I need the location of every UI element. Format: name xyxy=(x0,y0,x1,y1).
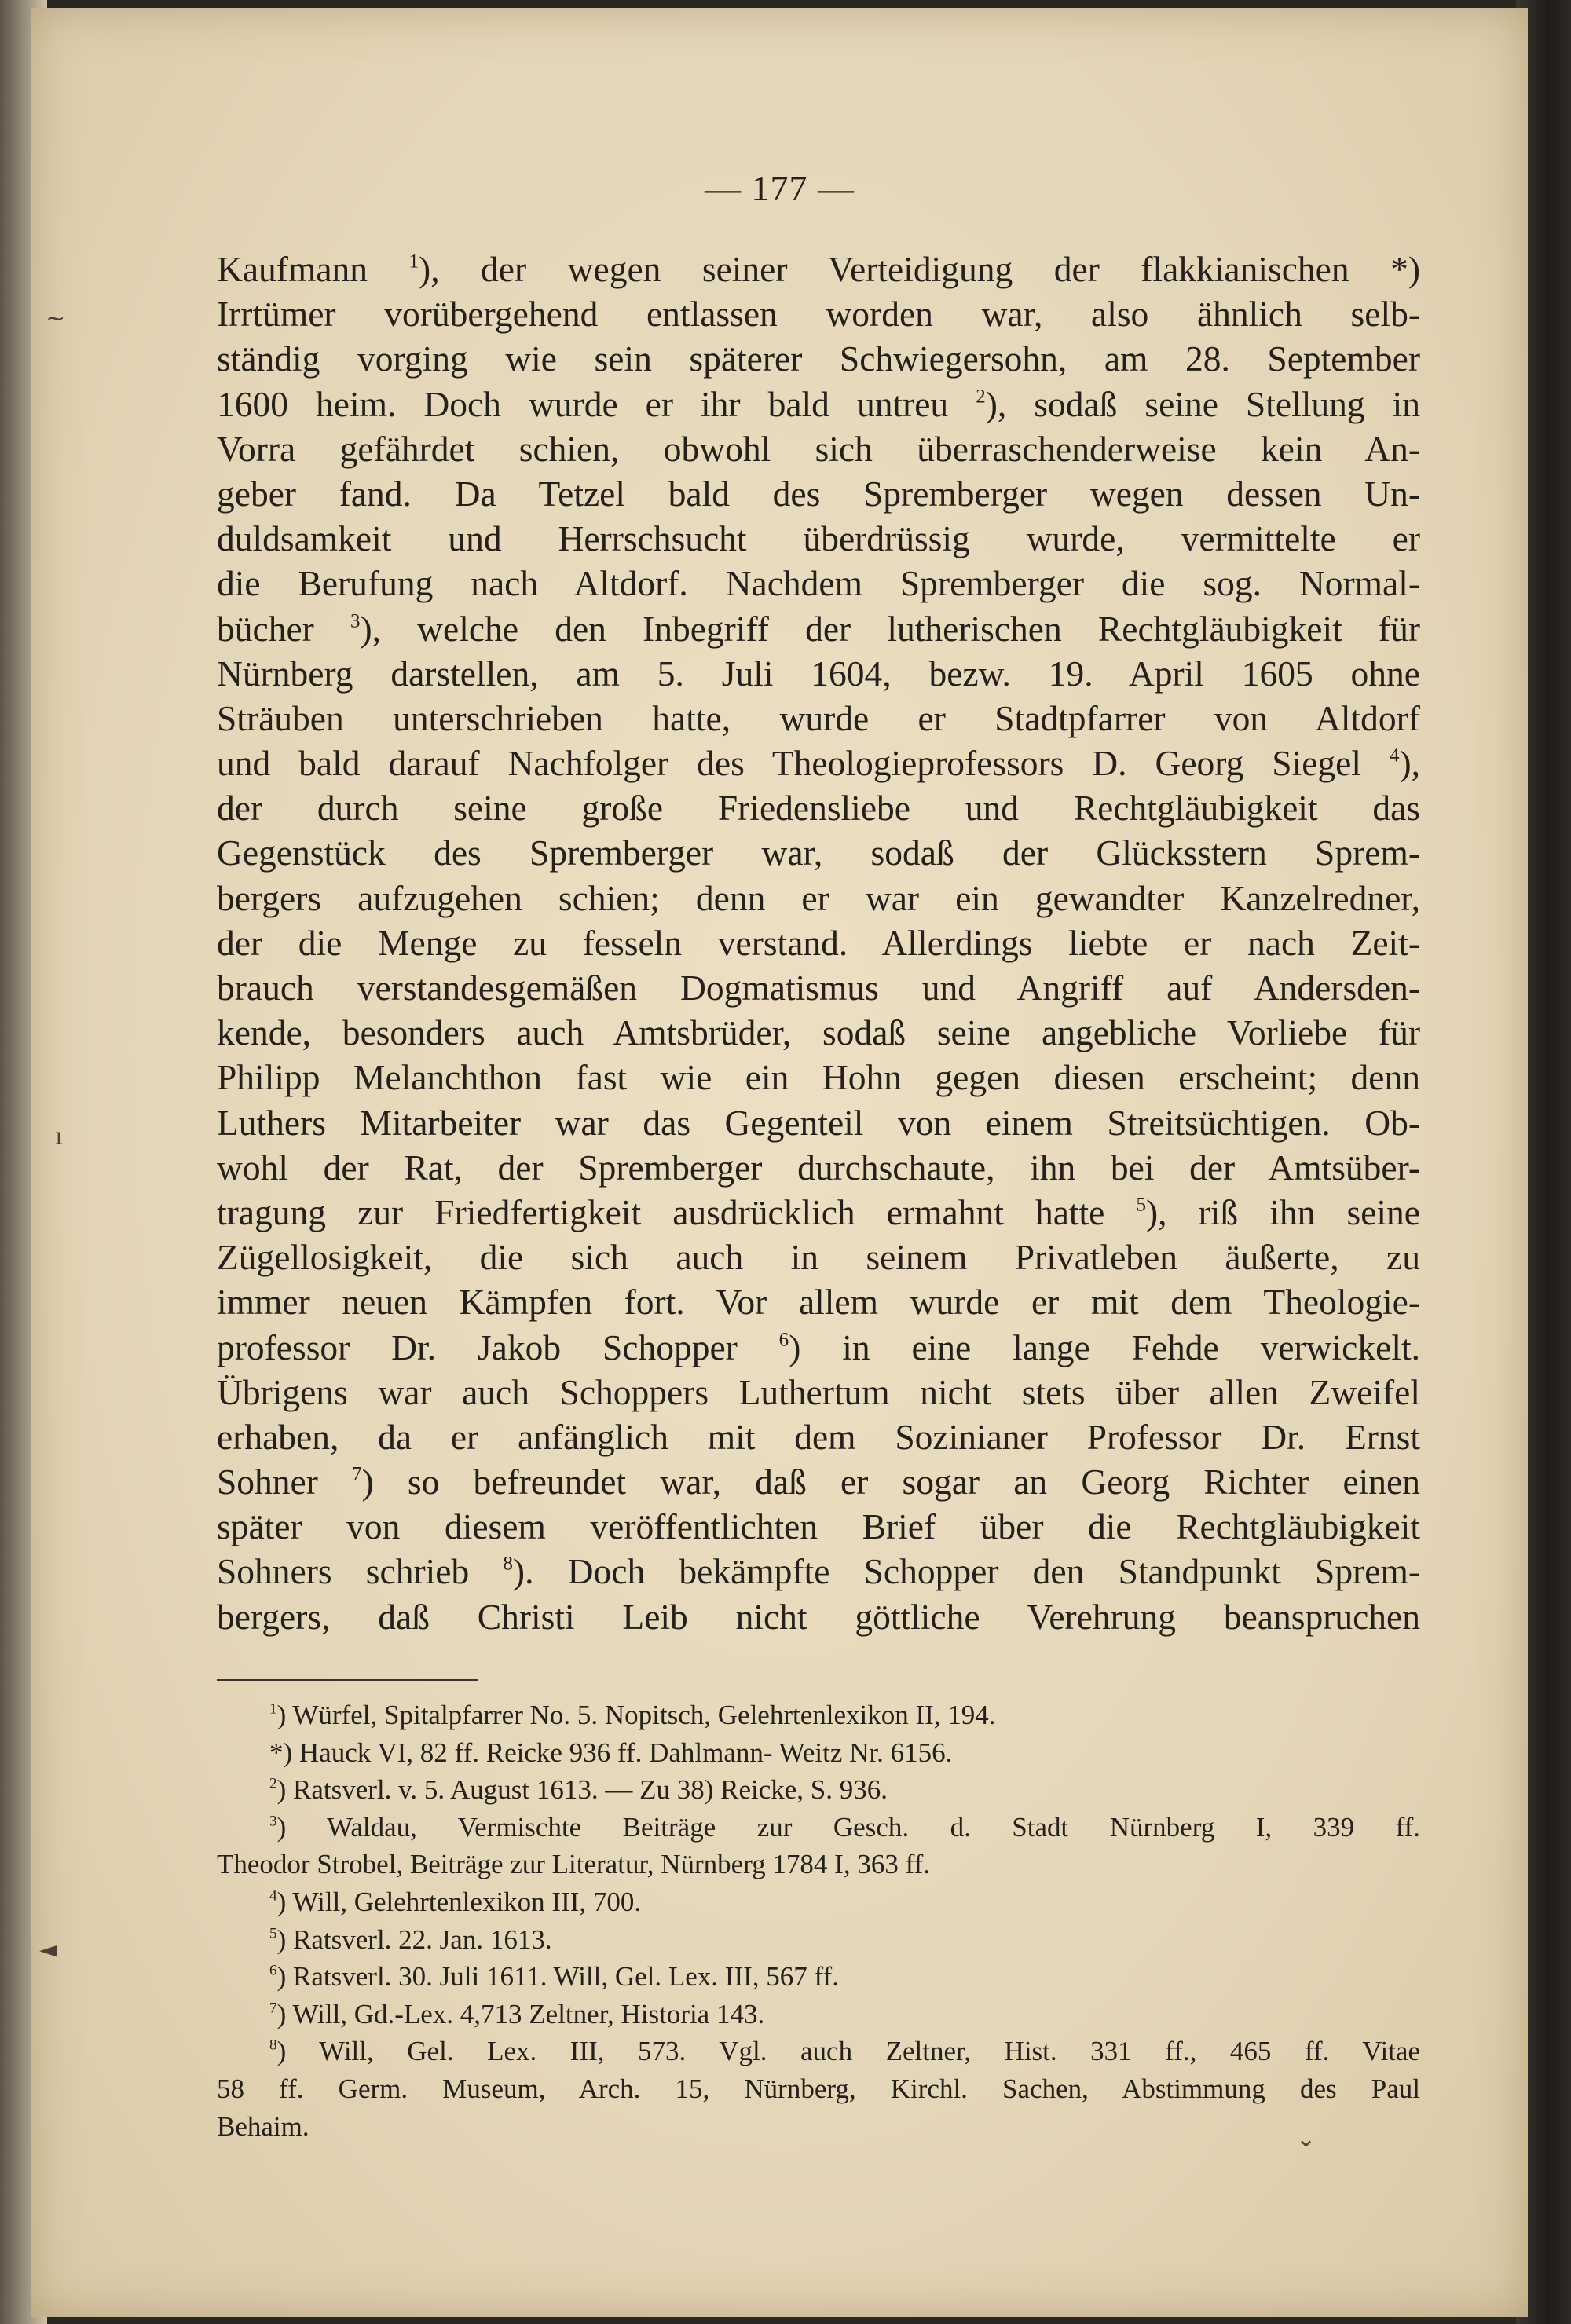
body-line xyxy=(217,1145,1420,1190)
footnote xyxy=(217,1771,1420,1809)
body-line xyxy=(217,382,1420,426)
body-line xyxy=(217,516,1420,561)
body-line xyxy=(217,561,1420,606)
footnote-rule xyxy=(217,1679,478,1681)
line-text: duldsamkeit und Herrschsucht überdrüssig wurde, vermittelte er xyxy=(217,518,1420,559)
footnote xyxy=(217,1846,1420,1883)
body-line xyxy=(217,1594,1420,1639)
footnote-ref: 3 xyxy=(350,609,361,631)
body-line xyxy=(217,426,1420,471)
line-text: ), der wegen seiner Verteidigung der flakkianischen *) xyxy=(419,249,1420,289)
body-line xyxy=(217,651,1420,696)
footnote-text: ) Ratsverl. v. 5. August 1613. — Zu 38) Reicke, S. 936. xyxy=(276,1774,888,1806)
margin-pencil-mark: ~ xyxy=(46,305,66,332)
footnote xyxy=(217,1921,1420,1959)
line-text: der die Menge zu fesseln verstand. Allerdings liebte er nach Zeit- xyxy=(217,922,1420,963)
footnote-number: 3 xyxy=(269,1813,277,1830)
footnote-ref: 1 xyxy=(408,251,419,273)
body-line xyxy=(217,1459,1420,1504)
footnote xyxy=(217,2108,1420,2146)
body-line xyxy=(217,1100,1420,1145)
line-text: tragung zur Friedfertigkeit ausdrücklich ermahnt hatte xyxy=(217,1191,1137,1232)
line-text: Gegenstück des Spremberger war, sodaß der Glücksstern Sprem- xyxy=(217,833,1420,873)
footnote-ref: 2 xyxy=(976,386,986,408)
body-line xyxy=(217,247,1420,291)
line-text: Philipp Melanchthon fast wie ein Hohn gegen diesen erscheint; denn xyxy=(217,1057,1420,1098)
footnote-number: 8 xyxy=(269,2037,277,2054)
footnote-ref: 8 xyxy=(503,1553,513,1575)
book-page xyxy=(31,8,1528,2317)
body-line xyxy=(217,291,1420,336)
body-line xyxy=(217,1190,1420,1235)
body-line xyxy=(217,471,1420,516)
footnote-text: ) Würfel, Spitalpfarrer No. 5. Nopitsch, Gelehrtenlexikon II, 194. xyxy=(276,1700,996,1730)
footnote xyxy=(217,1734,1420,1772)
body-line xyxy=(217,785,1420,830)
footnote-number: 7 xyxy=(269,2000,277,2017)
margin-pencil-mark: ⌄ xyxy=(1296,2125,1316,2153)
body-line xyxy=(217,1325,1420,1370)
footnote-text: ) Ratsverl. 22. Jan. 1613. xyxy=(276,1923,552,1955)
footnote-ref: 5 xyxy=(1136,1194,1146,1216)
footnote-number: 5 xyxy=(269,1925,277,1942)
footnote-ref: 7 xyxy=(352,1463,362,1485)
footnote-text: ) Ratsverl. 30. Juli 1611. Will, Gel. Lex. III, 567 ff. xyxy=(276,1961,839,1993)
footnote-number: 1 xyxy=(269,1700,277,1718)
line-text: die Berufung nach Altdorf. Nachdem Spremberger die sog. Normal- xyxy=(217,563,1420,604)
line-text: wohl der Rat, der Spremberger durchschaute, ihn bei der Amtsüber- xyxy=(217,1147,1420,1188)
line-text: ), riß ihn seine xyxy=(1145,1191,1420,1232)
line-text: bücher xyxy=(217,608,350,649)
footnote xyxy=(217,1996,1420,2033)
line-text: Irrtümer vorübergehend entlassen worden war, also ähnlich selb- xyxy=(217,294,1420,335)
body-line xyxy=(217,876,1420,920)
footnote xyxy=(217,1883,1420,1921)
body-line xyxy=(217,1279,1420,1324)
body-text xyxy=(217,247,1420,1639)
body-line xyxy=(217,1370,1420,1415)
footnote xyxy=(217,1958,1420,1996)
line-text: immer neuen Kämpfen fort. Vor allem wurde er mit dem Theologie- xyxy=(217,1282,1420,1323)
margin-pencil-mark: ◄ xyxy=(39,1936,58,1964)
margin-pencil-mark: ı xyxy=(55,1123,63,1151)
footnote-number: 6 xyxy=(269,1962,277,1979)
footnote-number: 4 xyxy=(269,1887,277,1905)
line-text: geber fand. Da Tetzel bald des Spremberger wegen dessen Un- xyxy=(217,473,1420,514)
line-text: später von diesem veröffentlichten Brief über die Rechtgläubigkeit xyxy=(217,1506,1420,1547)
line-text: Kaufmann xyxy=(217,249,409,289)
line-text: ). Doch bekämpfte Schopper den Standpunkt Sprem- xyxy=(512,1551,1420,1592)
footnote-ref: 4 xyxy=(1389,745,1400,767)
footnotes xyxy=(217,1696,1420,2145)
body-line xyxy=(217,741,1420,785)
line-text: brauch verstandesgemäßen Dogmatismus und Angriff auf Andersden- xyxy=(217,968,1420,1008)
footnote xyxy=(217,2033,1420,2070)
body-line xyxy=(217,336,1420,381)
line-text: Sohners schrieb xyxy=(217,1551,504,1592)
footnote-text: *) Hauck VI, 82 ff. Reicke 936 ff. Dahlmann- Weitz Nr. 6156. xyxy=(269,1737,953,1768)
body-line xyxy=(217,830,1420,875)
body-line xyxy=(217,1415,1420,1459)
footnote-text: 58 ff. Germ. Museum, Arch. 15, Nürnberg, Kirchl. Sachen, Abstimmung des Paul xyxy=(217,2073,1420,2104)
footnote xyxy=(217,2070,1420,2108)
line-text: ständig vorging wie sein späterer Schwiegersohn, am 28. September xyxy=(217,339,1420,379)
footnote xyxy=(217,1809,1420,1846)
footnote-text: Behaim. xyxy=(217,2110,309,2142)
footnote-text: ) Will, Gd.-Lex. 4,713 Zeltner, Historia 143. xyxy=(276,1998,765,2029)
line-text: Luthers Mitarbeiter war das Gegenteil von einem Streitsüchtigen. Ob- xyxy=(217,1102,1420,1143)
body-line xyxy=(217,1235,1420,1279)
line-text: kende, besonders auch Amtsbrüder, sodaß seine angebliche Vorliebe für xyxy=(217,1012,1420,1053)
line-text: der durch seine große Friedensliebe und Rechtgläubigkeit das xyxy=(217,788,1420,829)
line-text: Vorra gefährdet schien, obwohl sich überraschenderweise kein An- xyxy=(217,428,1420,469)
line-text: bergers, daß Christi Leib nicht göttliche Verehrung beanspruchen xyxy=(217,1596,1420,1637)
line-text: Sträuben unterschrieben hatte, wurde er Stadtpfarrer von Altdorf xyxy=(217,697,1420,738)
line-text: bergers aufzugehen schien; denn er war ein gewandter Kanzelredner, xyxy=(217,877,1420,918)
line-text: ), xyxy=(1399,743,1420,784)
footnote-number: 2 xyxy=(269,1775,277,1792)
footnote xyxy=(217,1696,1420,1734)
body-line xyxy=(217,1549,1420,1594)
body-line xyxy=(217,920,1420,965)
line-text: Sohner xyxy=(217,1462,353,1502)
line-text: ) in eine lange Fehde verwickelt. xyxy=(789,1327,1420,1367)
body-line xyxy=(217,965,1420,1010)
line-text: ), sodaß seine Stellung in xyxy=(985,383,1421,424)
body-line xyxy=(217,1504,1420,1549)
body-line xyxy=(217,1055,1420,1100)
line-text: ) so befreundet war, daß er sogar an Georg Richter einen xyxy=(361,1462,1421,1502)
footnote-text: ) Will, Gelehrtenlexikon III, 700. xyxy=(276,1886,642,1917)
body-line xyxy=(217,1010,1420,1055)
line-text: 1600 heim. Doch wurde er ihr bald untreu xyxy=(217,383,976,424)
line-text: erhaben, da er anfänglich mit dem Sozinianer Professor Dr. Ernst xyxy=(217,1416,1420,1457)
line-text: professor Dr. Jakob Schopper xyxy=(217,1327,779,1367)
footnote-text: ) Waldau, Vermischte Beiträge zur Gesch. d. Stadt Nürnberg I, 339 ff. xyxy=(276,1811,1420,1843)
body-line xyxy=(217,696,1420,741)
line-text: Zügellosigkeit, die sich auch in seinem Privatleben äußerte, zu xyxy=(217,1237,1420,1278)
line-text: Übrigens war auch Schoppers Luthertum nicht stets über allen Zweifel xyxy=(217,1371,1420,1412)
body-line xyxy=(217,606,1420,651)
footnote-ref: 6 xyxy=(778,1328,789,1350)
line-text: Nürnberg darstellen, am 5. Juli 1604, bezw. 19. April 1605 ohne xyxy=(217,653,1420,694)
line-text: ), welche den Inbegriff der lutherischen Rechtgläubigkeit für xyxy=(360,608,1420,649)
footnote-text: Theodor Strobel, Beiträge zur Literatur, Nürnberg 1784 I, 363 ff. xyxy=(217,1849,931,1880)
page-number: — 177 — xyxy=(705,168,855,208)
line-text: und bald darauf Nachfolger des Theologieprofessors D. Georg Siegel xyxy=(217,743,1390,784)
footnote-text: ) Will, Gel. Lex. III, 573. Vgl. auch Zeltner, Hist. 331 ff., 465 ff. Vitae xyxy=(276,2036,1420,2067)
